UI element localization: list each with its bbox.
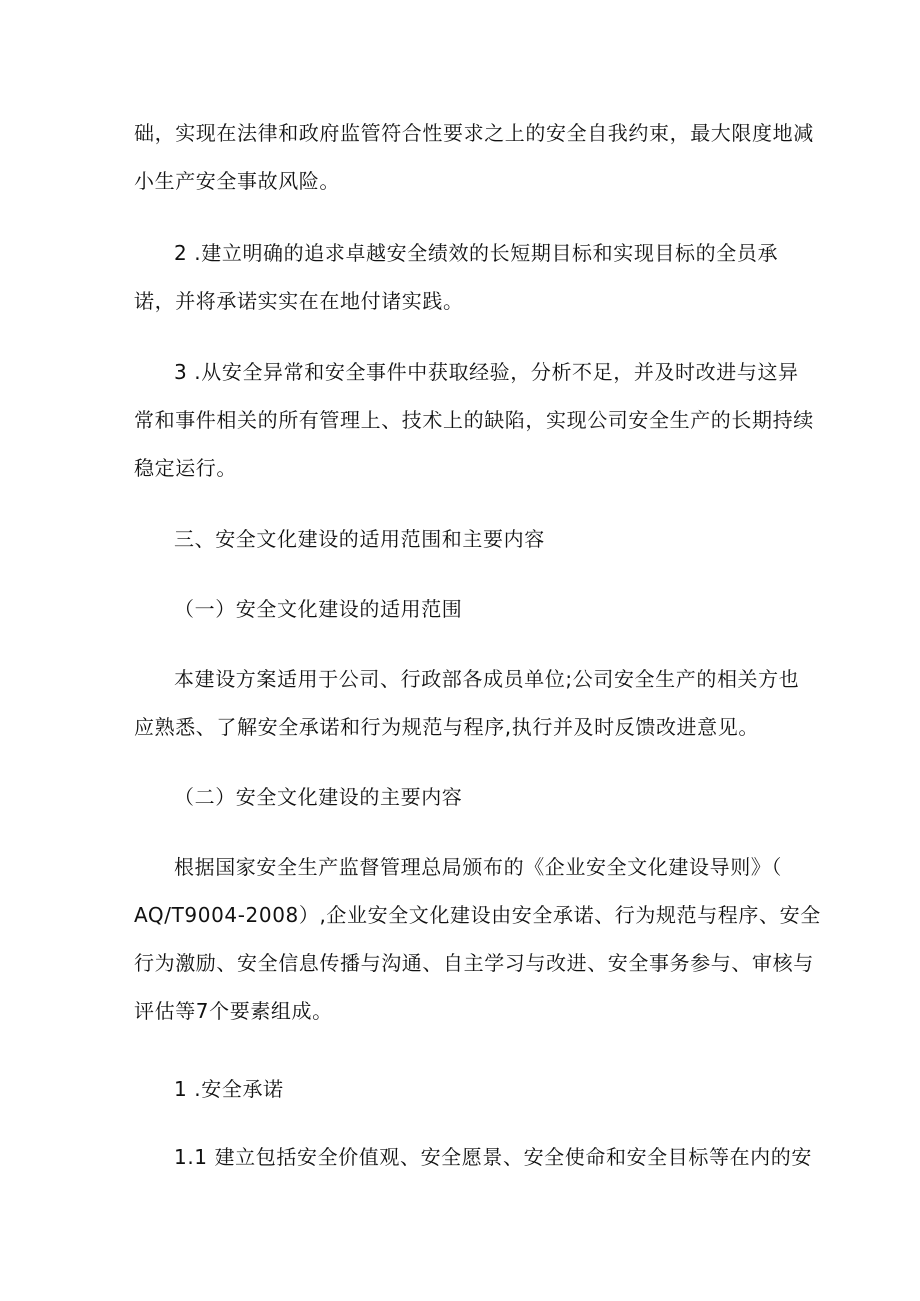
list-item-line: 3 .从安全异常和安全事件中获取经验，分析不足，并及时改进与这异 xyxy=(174,360,799,384)
paragraph-line: 小生产安全事故风险。 xyxy=(134,169,340,193)
paragraph-line: 诺，并将承诺实实在在地付诸实践。 xyxy=(134,289,464,313)
paragraph-line: 行为激励、安全信息传播与沟通、自主学习与改进、安全事务参与、审核与 xyxy=(134,951,814,975)
list-item-heading: 1 .安全承诺 xyxy=(174,1077,284,1101)
subsection-heading: （一）安全文化建设的适用范围 xyxy=(174,597,463,621)
paragraph-line: 稳定运行。 xyxy=(134,456,237,480)
paragraph-line: 常和事件相关的所有管理上、技术上的缺陷，实现公司安全生产的长期持续 xyxy=(134,408,814,432)
paragraph-line: 础，实现在法律和政府监管符合性要求之上的安全自我约束，最大限度地减 xyxy=(134,121,814,145)
list-item-line: 2 .建立明确的追求卓越安全绩效的长短期目标和实现目标的全员承 xyxy=(174,241,779,265)
paragraph-line: 本建设方案适用于公司、行政部各成员单位;公司安全生产的相关方也 xyxy=(174,667,800,691)
list-item-line: 1.1 建立包括安全价值观、安全愿景、安全使命和安全目标等在内的安 xyxy=(174,1145,812,1169)
paragraph-line: 应熟悉、了解安全承诺和行为规范与程序,执行并及时反馈改进意见。 xyxy=(134,715,759,739)
paragraph-line: AQ/T9004-2008）,企业安全文化建设由安全承诺、行为规范与程序、安全 xyxy=(134,903,821,927)
subsection-heading: （二）安全文化建设的主要内容 xyxy=(174,785,463,809)
paragraph-line: 评估等7个要素组成。 xyxy=(134,999,333,1023)
paragraph-line: 根据国家安全生产监督管理总局颁布的《企业安全文化建设导则》（ xyxy=(174,855,782,879)
section-heading: 三、安全文化建设的适用范围和主要内容 xyxy=(174,527,545,551)
